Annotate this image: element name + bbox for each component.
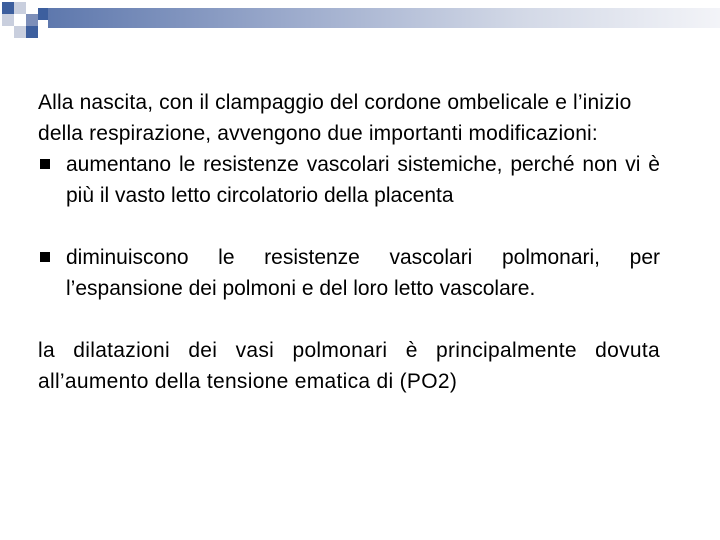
decor-square (26, 26, 38, 38)
slide-body (38, 87, 660, 397)
header-decoration (0, 0, 720, 40)
bullet-text: diminuiscono le resistenze vascolari polmonari, per l’espansione dei polmoni e del loro letto vascolare. (66, 246, 660, 300)
header-gradient-bar (48, 8, 720, 28)
decor-square (2, 14, 14, 26)
list-item (38, 149, 660, 211)
closing-paragraph: la dilatazioni dei vasi polmonari è principalmente dovuta all’aumento della tensione ematica di (PO2) (38, 339, 660, 393)
square-bullet-icon (40, 252, 50, 262)
list-item (38, 242, 660, 304)
decor-square (2, 2, 14, 14)
bullet-list (38, 149, 660, 304)
bullet-text: aumentano le resistenze vascolari sistemiche, perché non vi è più il vasto letto circolatorio della placenta (66, 153, 660, 207)
square-bullet-icon (40, 159, 50, 169)
decor-square (14, 2, 26, 14)
decor-square (26, 14, 38, 26)
intro-paragraph: Alla nascita, con il clampaggio del cordone ombelicale e l’inizio della respirazione, avvengono due importanti modificazioni: (38, 91, 632, 145)
decor-square (14, 26, 26, 38)
